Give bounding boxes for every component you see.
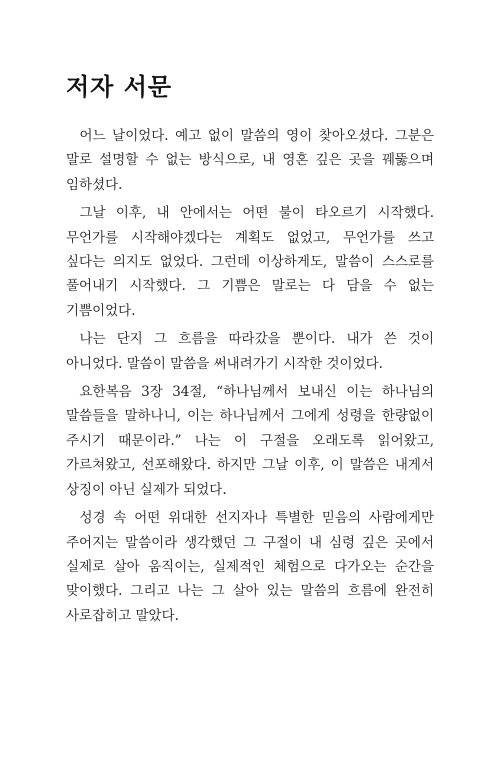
preface-body [66,124,434,628]
paragraph: 그날 이후, 내 안에서는 어떤 불이 타오르기 시작했다. 무언가를 시작해야겠다는 계획도 없었고, 무언가를 쓰고 싶다는 의지도 없었다. 그런데 이상하게도, 말씀이 스스로를 풀어내기 시작했다. 그 기쁨은 말로는 다 담을 수 없는 기쁨이었다. [66,205,434,319]
page-title: 저자 서문 [66,73,173,101]
paragraph: 어느 날이었다. 예고 없이 말씀의 영이 찾아오셨다. 그분은 말로 설명할 수 없는 방식으로, 내 영혼 깊은 곳을 꿰뚫으며 임하셨다. [66,128,434,193]
paragraph: 나는 단지 그 흐름을 따라갔을 뿐이다. 내가 쓴 것이 아니었다. 말씀이 말씀을 써내려가기 시작한 것이었다. [66,331,434,372]
paragraph: 성경 속 어떤 위대한 선지자나 특별한 믿음의 사람에게만 주어지는 말씀이라 생각했던 그 구절이 내 심령 깊은 곳에서 실제로 살아 움직이는, 실제적인 체험으로 다가오는 순간을 맞이했다. 그리고 나는 그 살아 있는 말씀의 흐름에 완전히 사로잡히고 말았다. [66,510,434,624]
paragraph: 요한복음 3장 34절, “하나님께서 보내신 이는 하나님의 말씀들을 말하나니, 이는 하나님께서 그에게 성령을 한량없이 주시기 때문이라.” 나는 이 구절을 오래도록 읽어왔고, 가르쳐왔고, 선포해왔다. 하지만 그날 이후, 이 말씀은 내게서 상징이 아닌 실제가 되었다. [66,384,434,498]
